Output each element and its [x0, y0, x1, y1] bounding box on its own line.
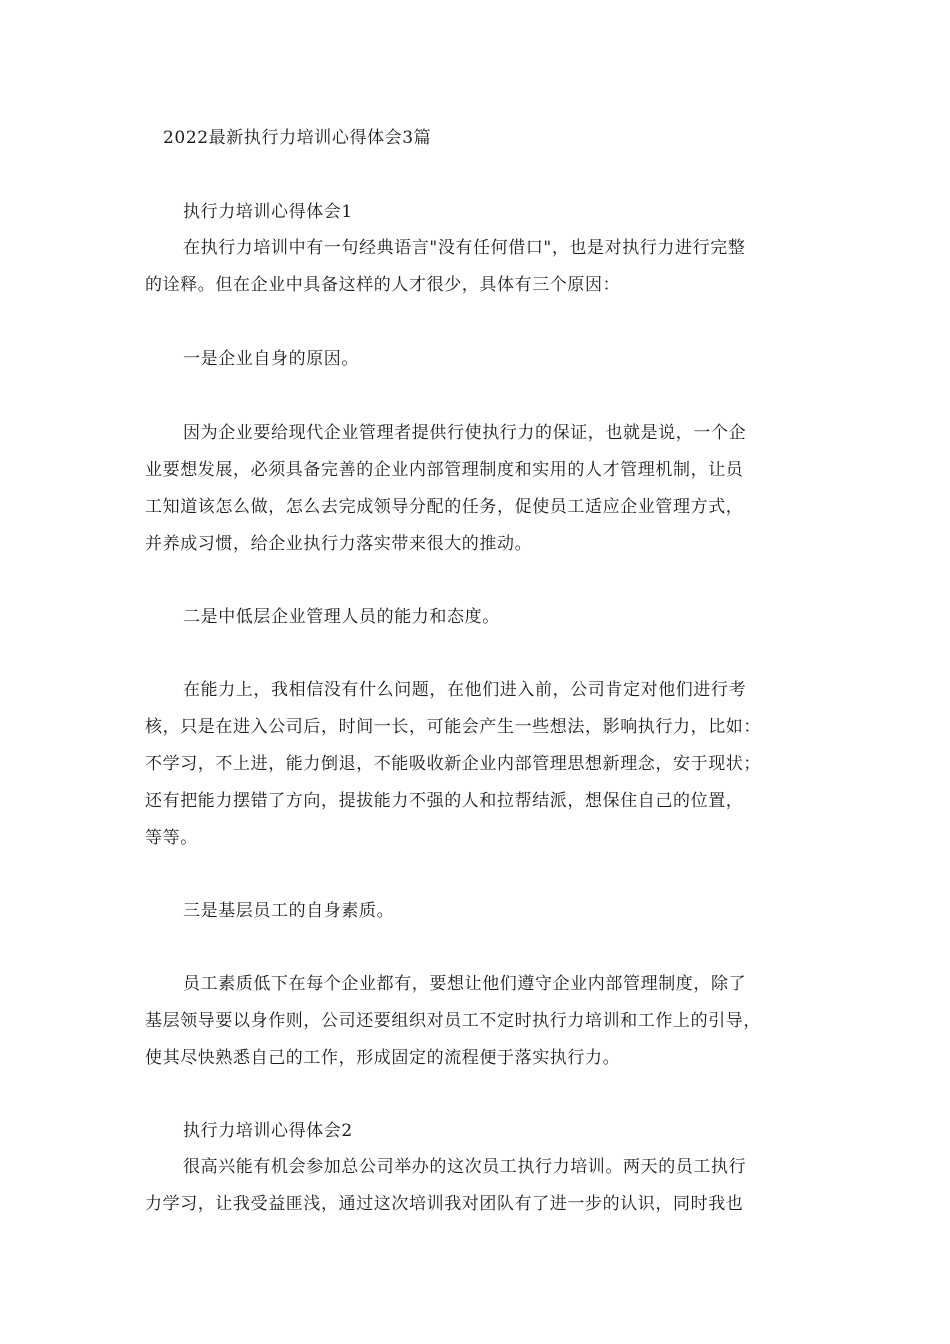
paragraph-line: 的诠释。但在企业中具备这样的人才很少，具体有三个原因： — [145, 275, 621, 295]
paragraph-line: 很高兴能有机会参加总公司举办的这次员工执行力培训。两天的员工执行 — [183, 1157, 747, 1177]
paragraph-line: 在执行力培训中有一句经典语言"没有任何借口"，也是对执行力进行完整 — [183, 238, 746, 258]
reason-heading: 三是基层员工的自身素质。 — [183, 901, 395, 921]
paragraph-line: 因为企业要给现代企业管理者提供行使执行力的保证，也就是说，一个企 — [183, 423, 747, 443]
paragraph-line: 等等。 — [145, 828, 198, 848]
document-title: 2022最新执行力培训心得体会3篇 — [163, 128, 432, 148]
paragraph-line: 还有把能力摆错了方向，提拔能力不强的人和拉帮结派，想保住自己的位置， — [145, 791, 744, 811]
paragraph-line: 并养成习惯，给企业执行力落实带来很大的推动。 — [145, 534, 533, 554]
paragraph-line: 核，只是在进入公司后，时间一长，可能会产生一些想法，影响执行力，比如： — [145, 717, 761, 737]
paragraph-line: 使其尽快熟悉自己的工作，形成固定的流程便于落实执行力。 — [145, 1048, 621, 1068]
section-heading: 执行力培训心得体会2 — [183, 1121, 353, 1141]
paragraph-line: 在能力上，我相信没有什么问题，在他们进入前，公司肯定对他们进行考 — [183, 680, 747, 700]
section-heading: 执行力培训心得体会1 — [183, 202, 353, 222]
paragraph-line: 员工素质低下在每个企业都有，要想让他们遵守企业内部管理制度，除了 — [183, 974, 747, 994]
paragraph-line: 力学习，让我受益匪浅，通过这次培训我对团队有了进一步的认识，同时我也 — [145, 1194, 744, 1214]
paragraph-line: 工知道该怎么做，怎么去完成领导分配的任务，促使员工适应企业管理方式， — [145, 497, 744, 517]
reason-heading: 一是企业自身的原因。 — [183, 349, 359, 369]
paragraph-line: 基层领导要以身作则，公司还要组织对员工不定时执行力培训和工作上的引导， — [145, 1011, 761, 1031]
paragraph-line: 不学习，不上进，能力倒退，不能吸收新企业内部管理思想新理念，安于现状； — [145, 754, 761, 774]
paragraph-line: 业要想发展，必须具备完善的企业内部管理制度和实用的人才管理机制，让员 — [145, 460, 744, 480]
reason-heading: 二是中低层企业管理人员的能力和态度。 — [183, 607, 500, 627]
